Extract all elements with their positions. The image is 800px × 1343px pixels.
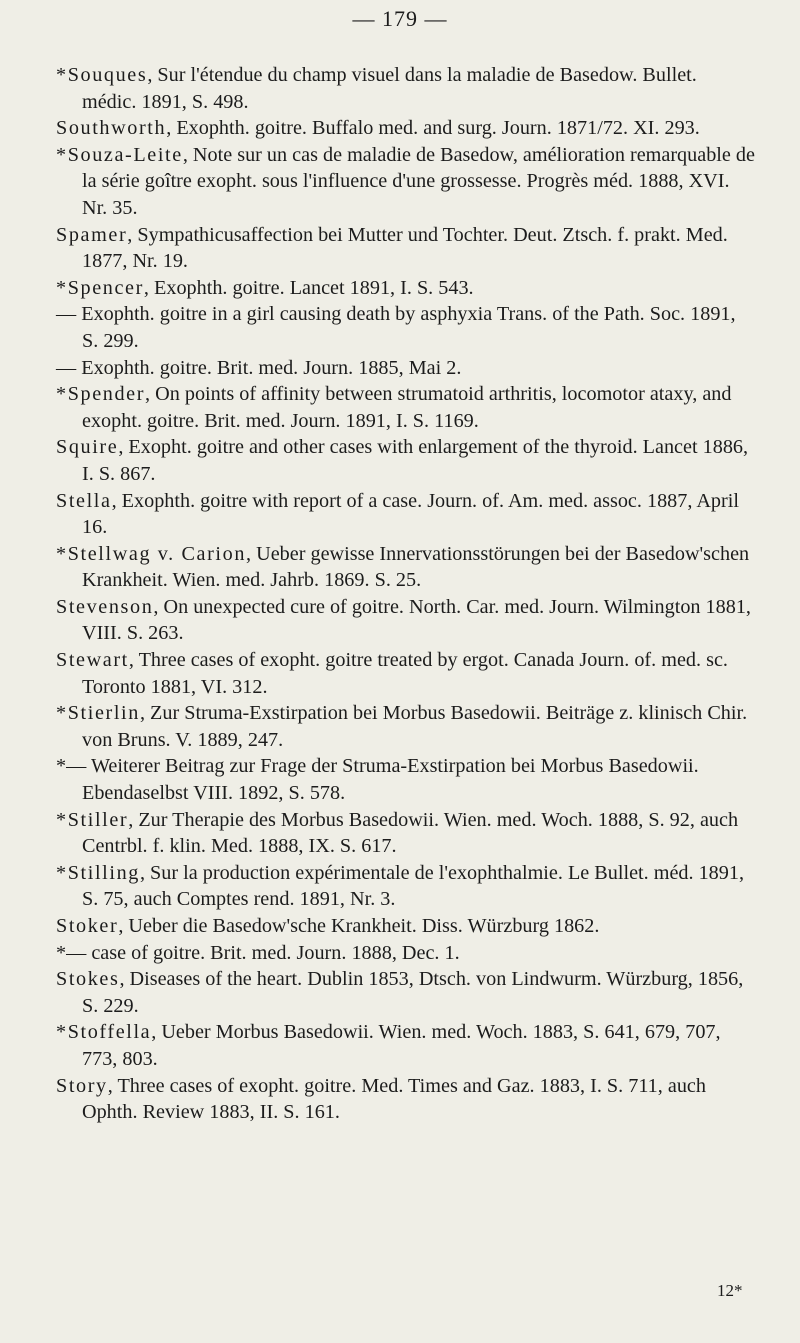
entry-author: Stevenson bbox=[56, 595, 154, 618]
entry-text: *— case of goitre. Brit. med. Journ. 1888, Dec. 1. bbox=[56, 941, 460, 964]
bibliography-entry bbox=[56, 62, 756, 115]
entry-text: , Exophth. goitre. Buffalo med. and surg. Journ. 1871/72. XI. 293. bbox=[166, 117, 700, 140]
entry-author: *Spender bbox=[56, 383, 146, 406]
bibliography-entry bbox=[56, 1073, 756, 1126]
entry-text: , Exopht. goitre and other cases with enlargement of the thyroid. Lancet 1886, I. S. 867. bbox=[82, 436, 749, 485]
bibliography-entry bbox=[56, 434, 756, 487]
bibliography-list bbox=[56, 62, 756, 1126]
entry-author: *Stoffella bbox=[56, 1021, 152, 1044]
entry-author: *Spencer bbox=[56, 276, 144, 299]
bibliography-entry bbox=[56, 275, 756, 302]
entry-author: *Stiller bbox=[56, 808, 129, 831]
entry-author: *Stilling bbox=[56, 861, 140, 884]
entry-text: , Three cases of exopht. goitre treated by ergot. Canada Journ. of. med. sc. Toronto 1881, VI. 312. bbox=[82, 649, 728, 698]
entry-author: Stokes bbox=[56, 968, 120, 991]
bibliography-entry bbox=[56, 966, 756, 1019]
bibliography-entry bbox=[56, 541, 756, 594]
entry-author: Stella bbox=[56, 489, 112, 512]
bibliography-entry bbox=[56, 753, 756, 806]
entry-text: , Sympathicusaffection bei Mutter und Tochter. Deut. Ztsch. f. prakt. Med. 1877, Nr. 19. bbox=[82, 223, 728, 273]
entry-author: *Stierlin bbox=[56, 702, 140, 725]
bibliography-entry bbox=[56, 222, 756, 275]
entry-text: — Exophth. goitre. Brit. med. Journ. 1885, Mai 2. bbox=[56, 356, 462, 379]
page-number: — 179 — bbox=[352, 6, 448, 31]
entry-text: , On points of affinity between strumatoid arthritis, locomotor ataxy, and exopht. goitre. Brit. med. Journ. 1891, I. S. 1169. bbox=[82, 383, 732, 432]
bibliography-entry bbox=[56, 700, 756, 753]
entry-author: Squire bbox=[56, 436, 119, 459]
bibliography-entry bbox=[56, 594, 756, 647]
entry-author: Story bbox=[56, 1074, 108, 1097]
entry-author: Southworth bbox=[56, 117, 167, 140]
entry-text: , Note sur un cas de maladie de Basedow, amélioration remarquable de la série goître exopht. sous l'influence d'une grossesse. Progrès méd. 1888, XVI. Nr. 35. bbox=[82, 143, 755, 219]
bibliography-entry bbox=[56, 860, 756, 913]
entry-author: *Stellwag v. Carion bbox=[56, 542, 247, 565]
bibliography-entry bbox=[56, 940, 756, 967]
entry-author: *Souques bbox=[56, 64, 148, 86]
entry-text: , Exophth. goitre. Lancet 1891, I. S. 543. bbox=[143, 276, 474, 299]
entry-author: Stewart bbox=[56, 649, 129, 672]
entry-text: *— Weiterer Beitrag zur Frage der Struma-Exstirpation bei Morbus Basedowii. Ebendaselbst VIII. 1892, S. 578. bbox=[56, 755, 699, 805]
entry-author: Stoker bbox=[56, 915, 119, 937]
entry-text: , Ueber die Basedow'sche Krankheit. Diss. Würzburg 1862. bbox=[118, 915, 600, 937]
entry-text: , On unexpected cure of goitre. North. Car. med. Journ. Wilmington 1881, VIII. S. 263. bbox=[82, 595, 751, 645]
bibliography-entry bbox=[56, 355, 756, 382]
entry-text: , Sur la production expérimentale de l'exophthalmie. Le Bullet. méd. 1891, S. 75, auch Comptes rend. 1891, Nr. 3. bbox=[82, 861, 745, 911]
bibliography-entry bbox=[56, 142, 756, 222]
entry-author: Spamer bbox=[56, 223, 128, 246]
entry-text: , Diseases of the heart. Dublin 1853, Dtsch. von Lindwurm. Würzburg, 1856, S. 229. bbox=[82, 968, 744, 1017]
entry-text: , Sur l'étendue du champ visuel dans la maladie de Basedow. Bullet. médic. 1891, S. 498. bbox=[82, 64, 697, 113]
entry-text: — Exophth. goitre in a girl causing death by asphyxia Trans. of the Path. Soc. 1891, S. 299. bbox=[56, 303, 736, 352]
bibliography-entry bbox=[56, 381, 756, 434]
entry-text: , Zur Struma-Exstirpation bei Morbus Basedowii. Beiträge z. klinisch Chir. von Bruns. V. 1889, 247. bbox=[82, 702, 748, 751]
entry-text: , Three cases of exopht. goitre. Med. Times and Gaz. 1883, I. S. 711, auch Ophth. Review 1883, II. S. 161. bbox=[82, 1074, 706, 1124]
entry-text: , Ueber gewisse Innervationsstörungen bei der Basedow'schen Krankheit. Wien. med. Jahrb. 1869. S. 25. bbox=[82, 542, 750, 592]
bibliography-entry bbox=[56, 1019, 756, 1072]
bibliography-entry bbox=[56, 301, 756, 354]
bibliography-entry bbox=[56, 913, 756, 940]
entry-text: , Ueber Morbus Basedowii. Wien. med. Woch. 1883, S. 641, 679, 707, 773, 803. bbox=[82, 1021, 721, 1070]
entry-author: *Souza-Leite bbox=[56, 143, 183, 166]
signature-mark: 12* bbox=[717, 1281, 743, 1300]
entry-text: , Zur Therapie des Morbus Basedowii. Wien. med. Woch. 1888, S. 92, auch Centrbl. f. klin. Med. 1888, IX. S. 617. bbox=[82, 808, 739, 858]
bibliography-entry bbox=[56, 115, 756, 142]
bibliography-entry bbox=[56, 647, 756, 700]
bibliography-entry bbox=[56, 807, 756, 860]
bibliography-entry bbox=[56, 488, 756, 541]
entry-text: , Exophth. goitre with report of a case. Journ. of. Am. med. assoc. 1887, April 16. bbox=[82, 489, 739, 539]
